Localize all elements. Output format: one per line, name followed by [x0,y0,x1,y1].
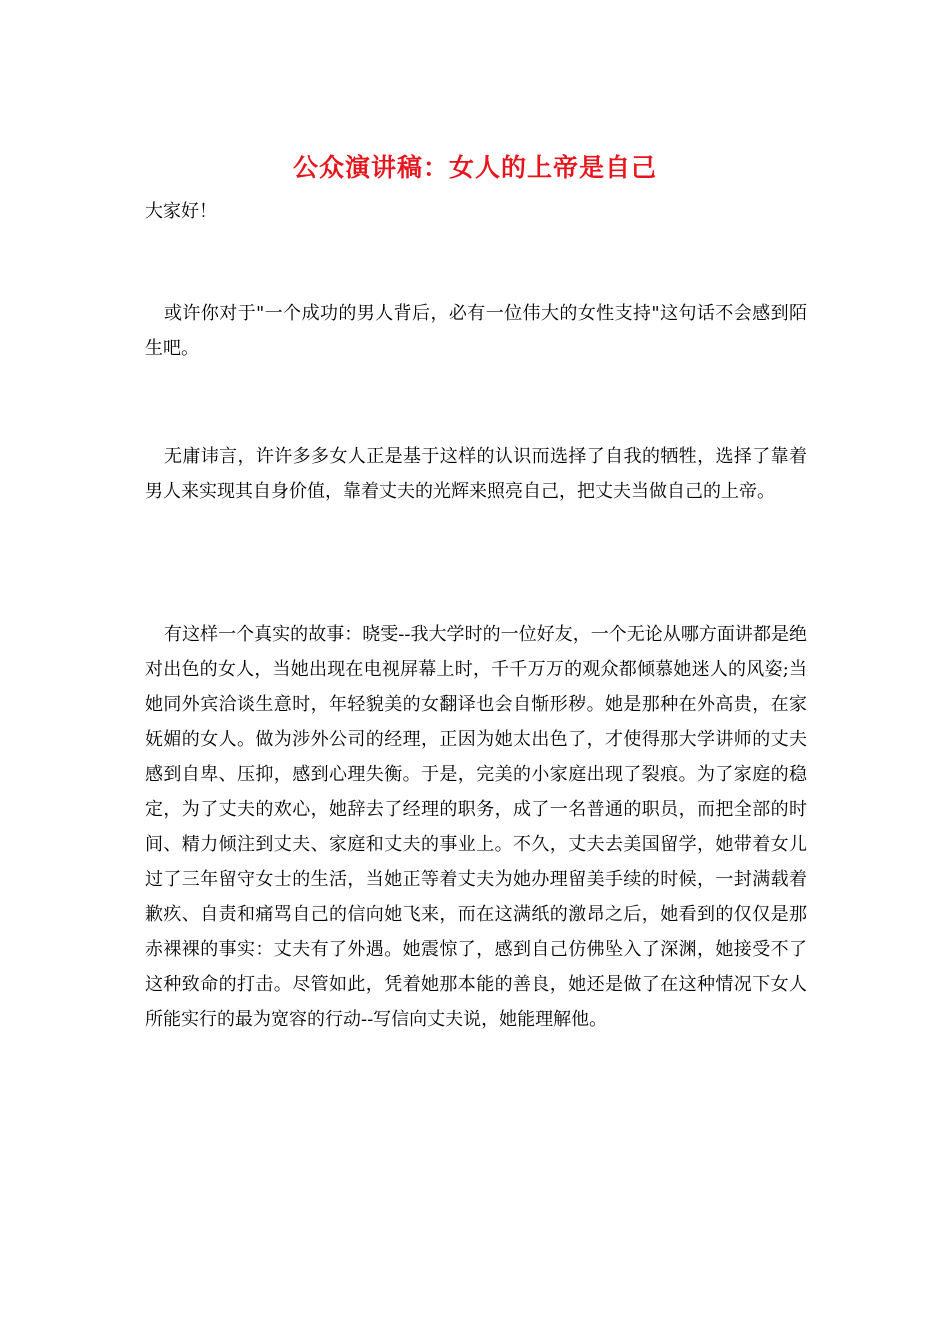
document-title: 公众演讲稿：女人的上帝是自己 [292,153,657,182]
greeting-line: 大家好！ [145,201,217,222]
paragraph-1: 或许你对于"一个成功的男人背后，必有一位伟大的女性支持"这句话不会感到陌生吧。 [145,303,807,359]
paragraph-3: 有这样一个真实的故事：晓雯--我大学时的一位好友，一个无论从哪方面讲都是绝对出色的女人，当她出现在电视屏幕上时，千千万万的观众都倾慕她迷人的风姿;当她同外宾洽谈生意时，年轻貌美的女翻译也会自惭形秽。她是那种在外高贵，在家妩媚的女人。做为涉外公司的经理，正因为她太出色了，才使得那大学讲师的丈夫感到自卑、压抑，感到心理失衡。于是，完美的小家庭出现了裂痕。为了家庭的稳定，为了丈夫的欢心，她辞去了经理的职务，成了一名普通的职员，而把全部的时间、精力倾注到丈夫、家庭和丈夫的事业上。不久，丈夫去美国留学，她带着女儿过了三年留守女士的生活，当她正等着丈夫为她办理留美手续的时候，一封满载着歉疚、自责和痛骂自己的信向她飞来，而在这满纸的激昂之后，她看到的仅仅是那赤裸裸的事实：丈夫有了外遇。她震惊了，感到自己仿佛坠入了深渊，她接受不了这种致命的打击。尽管如此，凭着她那本能的善良，她还是做了在这种情况下女人所能实行的最为宽容的行动--写信向丈夫说，她能理解他。 [145,624,807,1030]
paragraph-2: 无庸讳言，许许多多女人正是基于这样的认识而选择了自我的牺牲，选择了靠着男人来实现其自身价值，靠着丈夫的光辉来照亮自己，把丈夫当做自己的上帝。 [145,446,807,502]
